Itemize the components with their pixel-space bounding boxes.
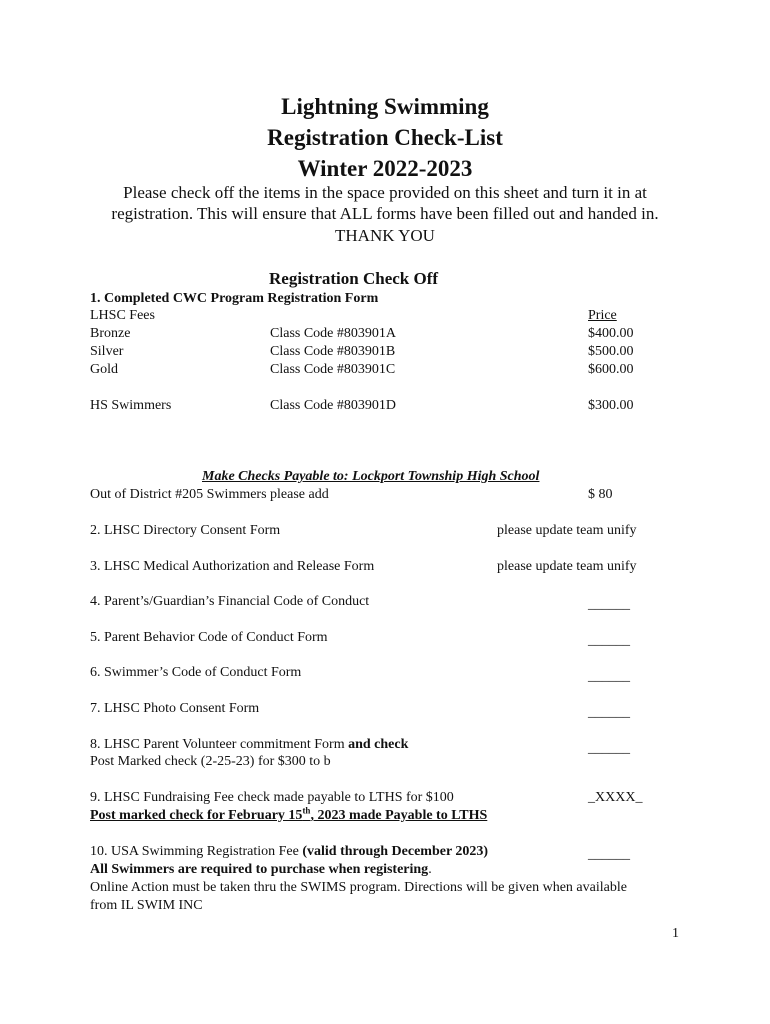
intro-line-3: THANK YOU: [335, 226, 435, 245]
payable-note: Make Checks Payable to: Lockport Township High School: [202, 469, 540, 484]
item-8-text: 8. LHSC Parent Volunteer commitment Form: [90, 737, 349, 752]
fee-level: HS Swimmers: [90, 398, 172, 413]
item-10-label: [90, 844, 488, 860]
item-10-bold: (valid through December 2023): [302, 844, 489, 859]
fee-price: $600.00: [588, 362, 634, 377]
title-line-1: Lightning Swimming: [281, 94, 489, 119]
item-1-label: 1. Completed CWC Program Registration Form: [90, 291, 379, 306]
item-10-line-3: Online Action must be taken thru the SWIMS program. Directions will be given when available: [90, 880, 627, 895]
out-of-district-price: $ 80: [588, 487, 613, 502]
item-10-line-2-bold: All Swimmers are required to purchase when registering: [90, 862, 429, 877]
title-line-2: Registration Check-List: [267, 125, 503, 150]
item-5-label: 5. Parent Behavior Code of Conduct Form: [90, 630, 328, 645]
item-9-line-2-a: Post marked check for February 15: [90, 808, 303, 823]
fee-price: $300.00: [588, 398, 634, 413]
price-header: Price: [588, 308, 617, 323]
page-number: 1: [672, 926, 679, 941]
intro-line-2: registration. This will ensure that ALL forms have been filled out and handed in.: [111, 204, 659, 223]
fee-level: Gold: [90, 362, 118, 377]
item-2-status: please update team unify: [497, 523, 637, 538]
item-10-line-2-end: .: [428, 862, 432, 877]
intro-line-1: Please check off the items in the space provided on this sheet and turn it in at: [123, 183, 647, 202]
fee-price: $500.00: [588, 344, 634, 359]
fee-code: Class Code #803901B: [270, 344, 396, 359]
item-4-blank: ______: [588, 597, 630, 612]
item-4-label: 4. Parent’s/Guardian’s Financial Code of Conduct: [90, 594, 370, 609]
fee-code: Class Code #803901D: [270, 398, 396, 413]
fee-code: Class Code #803901A: [270, 326, 396, 341]
item-7-blank: ______: [588, 705, 630, 720]
item-8-label: [90, 737, 408, 753]
item-8-blank: ______: [588, 741, 630, 756]
fee-code: Class Code #803901C: [270, 362, 396, 377]
item-3-label: 3. LHSC Medical Authorization and Release Form: [90, 559, 375, 574]
item-9-line-2-sup: th: [302, 805, 311, 816]
out-of-district-label: Out of District #205 Swimmers please add: [90, 487, 329, 502]
item-9-label: 9. LHSC Fundraising Fee check made payable to LTHS for $100: [90, 790, 454, 805]
title-line-3: Winter 2022-2023: [297, 156, 473, 181]
item-10-line-2: [90, 862, 432, 878]
item-10-blank: ______: [588, 847, 630, 862]
fee-price: $400.00: [588, 326, 634, 341]
item-10-text: 10. USA Swimming Registration Fee: [90, 844, 303, 859]
fee-level: Silver: [90, 344, 124, 359]
item-8-bold: and check: [348, 737, 409, 752]
item-6-label: 6. Swimmer’s Code of Conduct Form: [90, 665, 302, 680]
item-7-label: 7. LHSC Photo Consent Form: [90, 701, 260, 716]
item-9-line-2: [90, 805, 488, 824]
item-8-line-2: Post Marked check (2-25-23) for $300 to b: [90, 754, 331, 769]
item-10-line-4: from IL SWIM INC: [90, 898, 203, 913]
item-3-status: please update team unify: [497, 559, 637, 574]
fees-label: LHSC Fees: [90, 308, 155, 323]
item-9-line-2-b: , 2023 made Payable to LTHS: [310, 808, 488, 823]
item-2-label: 2. LHSC Directory Consent Form: [90, 523, 281, 538]
section-heading: Registration Check Off: [269, 269, 439, 288]
item-9-mark: _XXXX_: [588, 790, 643, 805]
item-5-blank: ______: [588, 633, 630, 648]
fee-level: Bronze: [90, 326, 131, 341]
item-6-blank: ______: [588, 669, 630, 684]
